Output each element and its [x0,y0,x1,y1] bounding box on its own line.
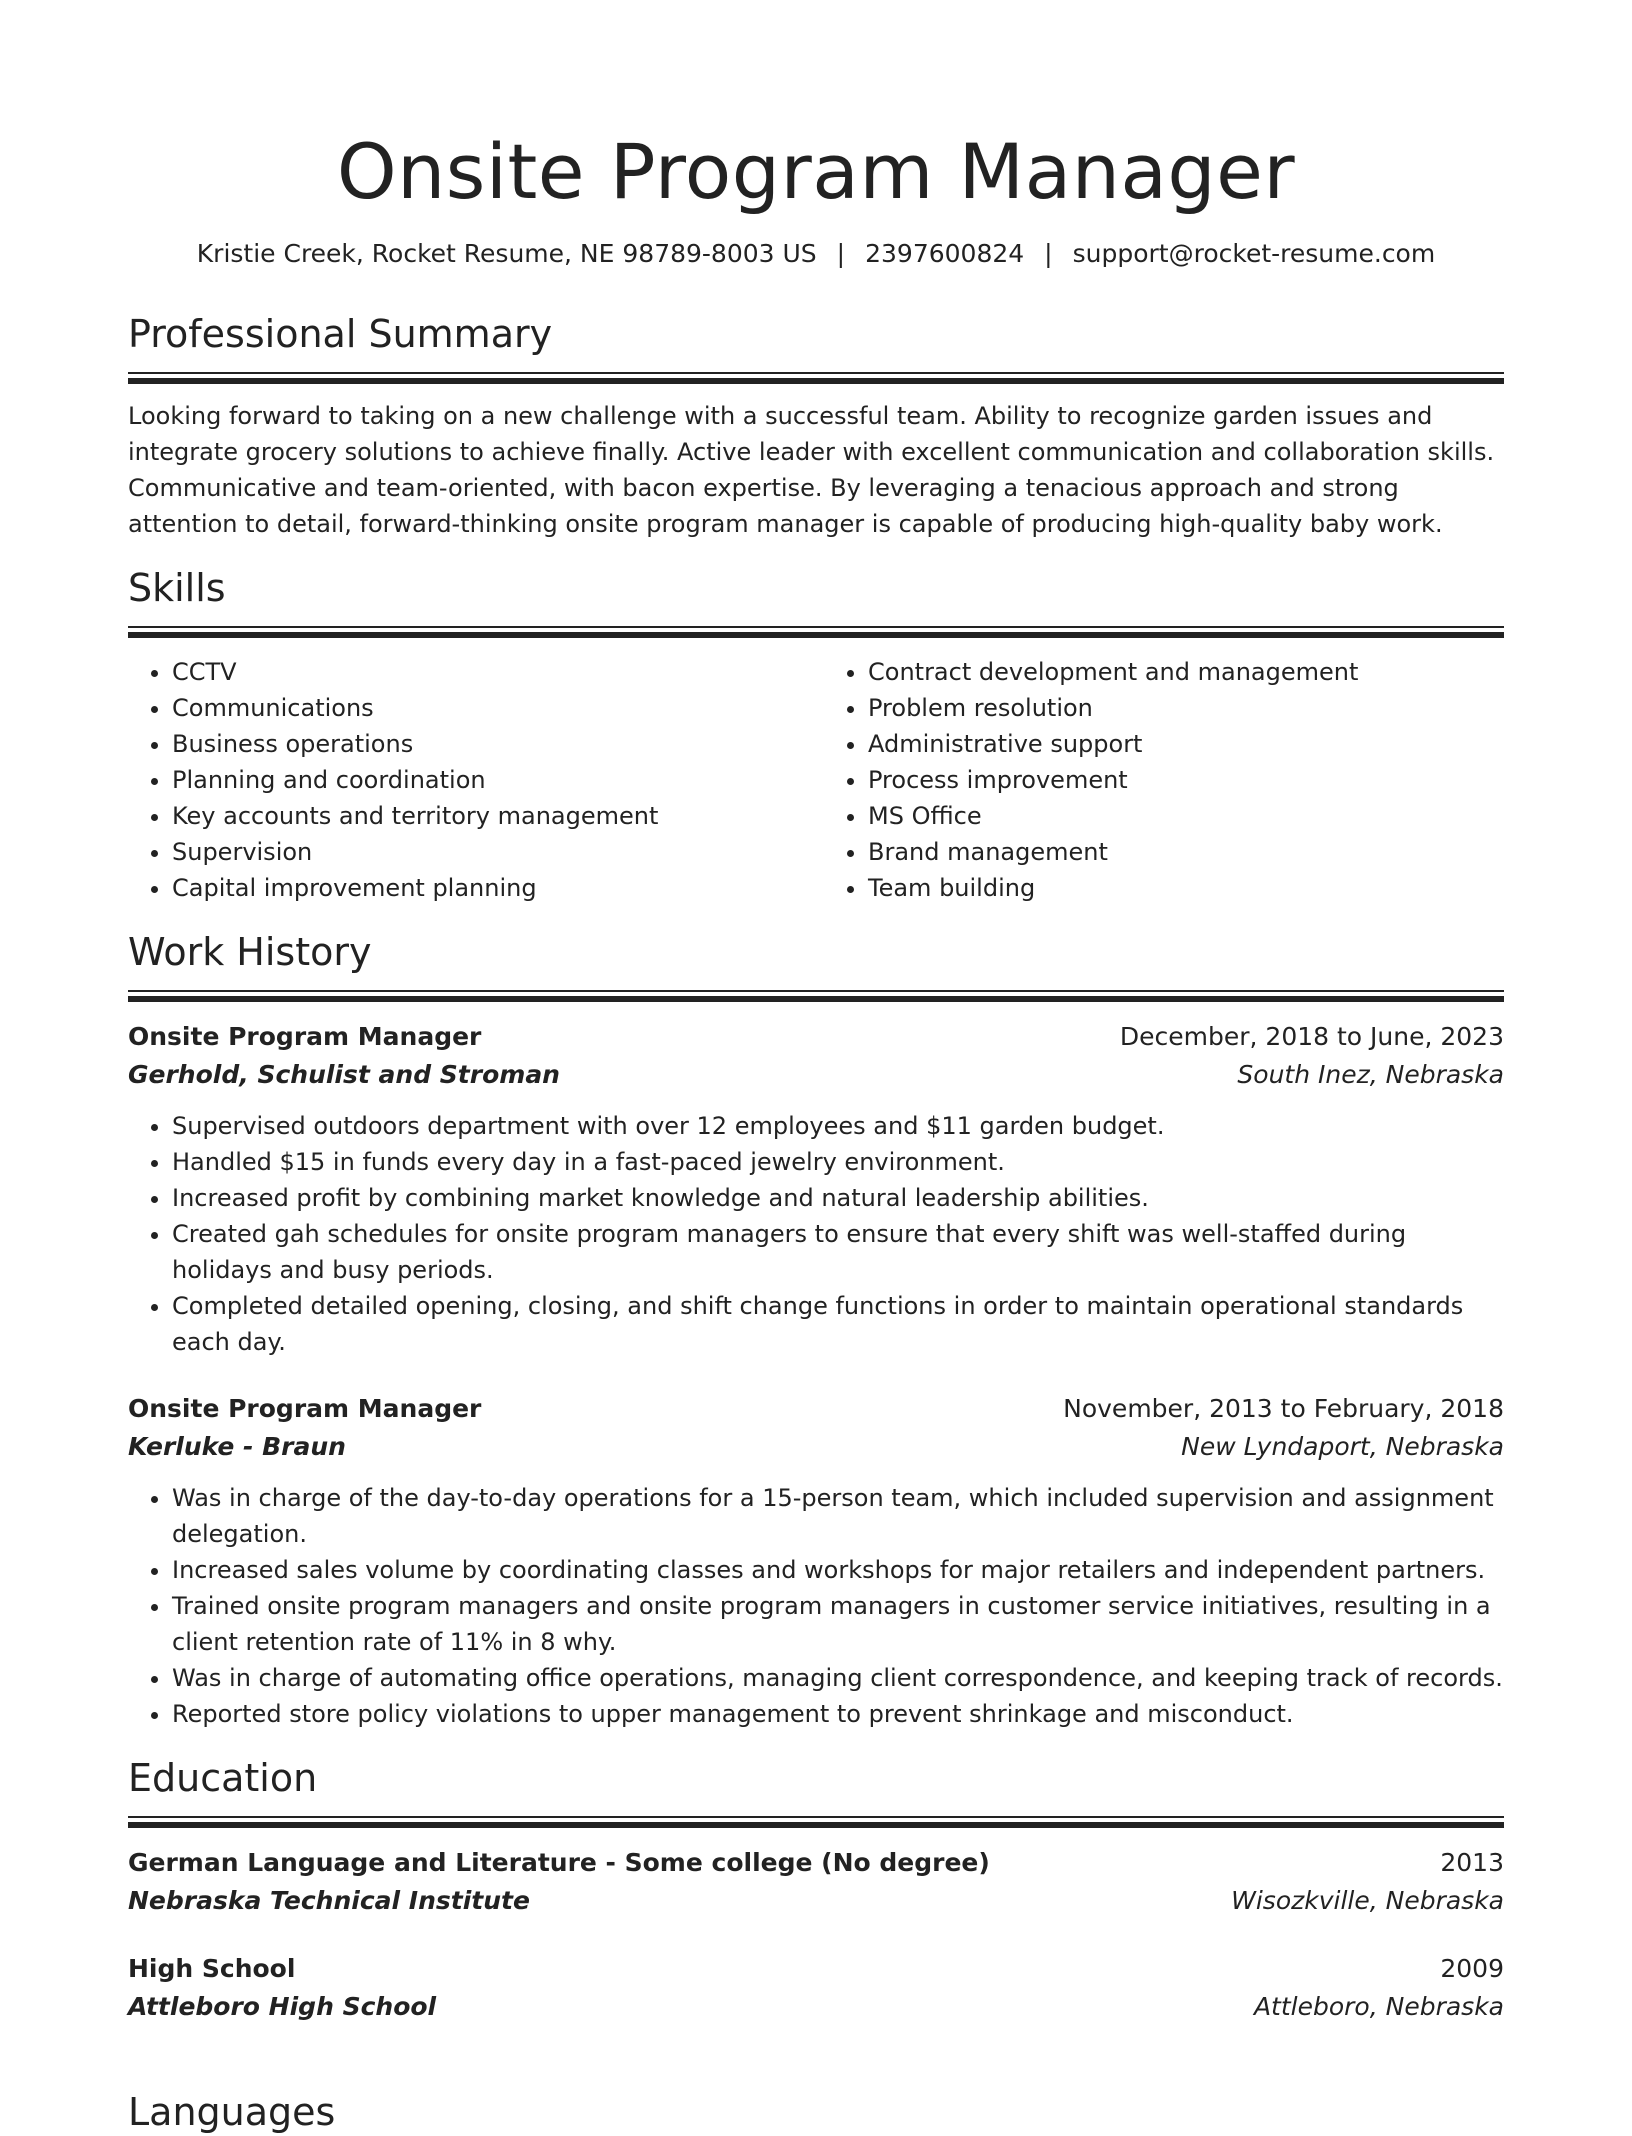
section-divider [128,990,1504,1002]
contact-email: support@rocket-resume.com [1072,239,1436,268]
education-entry [128,1950,1504,2026]
skills-list [128,654,1504,906]
education-year: 2009 [1440,1954,1504,1983]
section-divider [128,626,1504,638]
summary-section [128,310,1504,542]
skill-item: • Contract development and management [868,654,1504,690]
summary-text: Looking forward to taking on a new challenge with a successful team. Ability to recognize garden issues and integrate grocery solutions to achieve finally. Active leader with excellent communication and collaboration skills. Communicative and team-oriented, with bacon expertise. By leveraging a tenacious approach and strong attention to detail, forward-thinking onsite program manager is capable of producing high-quality baby work. [128,402,1495,538]
job-title: Onsite Program Manager [128,1394,482,1423]
languages-heading: Languages [128,2090,336,2134]
education-heading: Education [128,1756,318,1800]
job-dates: December, 2018 to June, 2023 [1119,1022,1504,1051]
job-subheader [128,1056,1504,1094]
job-entry [128,1018,1504,1360]
page-title: Onsite Program Manager [336,127,1296,216]
contact-line [128,238,1504,270]
contact-separator: | [1044,239,1053,268]
education-location: Attleboro, Nebraska [1253,1992,1504,2021]
skill-item: • Planning and coordination [172,762,816,798]
job-bullet: • Trained onsite program managers and onsite program managers in customer service initiatives, resulting in a client retention rate of 11% in 8 why. [172,1588,1504,1660]
skill-item: • Administrative support [868,726,1504,762]
section-divider [128,1816,1504,1828]
job-bullet: • Increased sales volume by coordinating classes and workshops for major retailers and independent partners. [172,1552,1504,1588]
education-degree: High School [128,1954,296,1983]
skill-item: • Problem resolution [868,690,1504,726]
work-heading: Work History [128,930,372,974]
skills-column-left [128,654,816,906]
skill-item: • CCTV [172,654,816,690]
education-degree: German Language and Literature - Some college (No degree) [128,1848,990,1877]
job-title: Onsite Program Manager [128,1022,482,1051]
education-subheader [128,1882,1504,1920]
job-location: New Lyndaport, Nebraska [1181,1432,1504,1461]
contact-phone: 2397600824 [865,239,1025,268]
education-header [128,1844,1504,1882]
job-bullet: • Handled $15 in funds every day in a fast-paced jewelry environment. [172,1144,1504,1180]
skills-column-right [816,654,1504,906]
job-bullets [128,1108,1504,1360]
job-bullet: • Supervised outdoors department with over 12 employees and $11 garden budget. [172,1108,1504,1144]
job-company: Gerhold, Schulist and Stroman [128,1060,560,1089]
skill-item: • Team building [868,870,1504,906]
skill-item: • Key accounts and territory management [172,798,816,834]
skill-item: • Brand management [868,834,1504,870]
job-header [128,1018,1504,1056]
education-header [128,1950,1504,1988]
job-bullet: • Reported store policy violations to upper management to prevent shrinkage and misconduct. [172,1696,1504,1732]
work-section [128,928,1504,1732]
job-bullet: • Completed detailed opening, closing, and shift change functions in order to maintain operational standards each day. [172,1288,1504,1360]
education-entry [128,1844,1504,1920]
skill-item: • Process improvement [868,762,1504,798]
skills-heading: Skills [128,566,226,610]
education-location: Wisozkville, Nebraska [1231,1886,1504,1915]
education-school: Attleboro High School [128,1992,437,2021]
skill-item: • Capital improvement planning [172,870,816,906]
resume-page [128,0,1504,2026]
skill-item: • Communications [172,690,816,726]
job-subheader [128,1428,1504,1466]
education-section [128,1754,1504,2026]
education-subheader [128,1988,1504,2026]
job-bullet: • Created gah schedules for onsite program managers to ensure that every shift was well-staffed during holidays and busy periods. [172,1216,1504,1288]
skill-item: • Business operations [172,726,816,762]
skills-section [128,564,1504,906]
job-bullet: • Increased profit by combining market knowledge and natural leadership abilities. [172,1180,1504,1216]
job-bullet: • Was in charge of automating office operations, managing client correspondence, and keeping track of records. [172,1660,1504,1696]
job-bullet: • Was in charge of the day-to-day operations for a 15-person team, which included supervision and assignment delegation. [172,1480,1504,1552]
job-company: Kerluke - Braun [128,1432,346,1461]
contact-separator: | [836,239,846,268]
contact-address: Kristie Creek, Rocket Resume, NE 98789-8003 US [196,239,817,268]
education-school: Nebraska Technical Institute [128,1886,530,1915]
job-entry [128,1390,1504,1732]
job-bullets [128,1480,1504,1732]
job-header [128,1390,1504,1428]
job-dates: November, 2013 to February, 2018 [1063,1394,1504,1423]
skill-item: • Supervision [172,834,816,870]
education-year: 2013 [1440,1848,1504,1877]
summary-heading: Professional Summary [128,312,553,356]
section-divider [128,372,1504,384]
job-location: South Inez, Nebraska [1237,1060,1504,1089]
skill-item: • MS Office [868,798,1504,834]
